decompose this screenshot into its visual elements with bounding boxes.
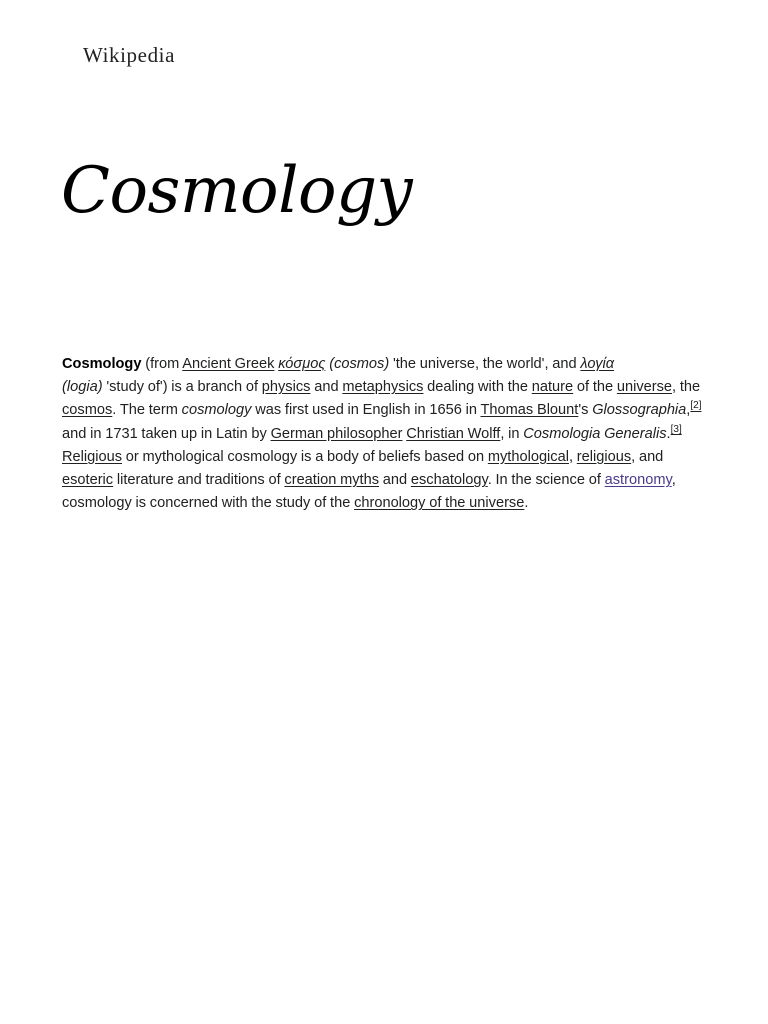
text: , <box>686 402 691 419</box>
text: or mythological cosmology is a body of beliefs based on <box>122 448 488 465</box>
link-thomas-blount[interactable]: Thomas Blount <box>480 402 579 419</box>
link-religious[interactable]: religious <box>576 448 632 465</box>
text: 's <box>578 402 593 419</box>
text: and in 1731 taken up in Latin by <box>62 425 271 442</box>
link-religious-cosmology[interactable]: Religious <box>62 448 123 465</box>
link-eschatology[interactable]: eschatology <box>410 472 488 489</box>
link-nature[interactable]: nature <box>531 379 574 396</box>
bold-term: Cosmology <box>62 356 142 372</box>
wikipedia-wordmark[interactable]: Wikipedia <box>83 43 176 67</box>
text: , cosmology is concerned with the study of the <box>62 472 676 512</box>
link-ancient-greek[interactable]: Ancient Greek <box>182 356 275 372</box>
text: of the <box>573 379 617 396</box>
link-physics[interactable]: physics <box>261 379 311 396</box>
text: dealing with the <box>423 379 532 396</box>
text: 'study of') is a branch of <box>102 379 262 396</box>
text: . In the science of <box>487 472 605 489</box>
lead-paragraph <box>62 353 710 515</box>
text: , <box>568 448 577 465</box>
logia-transliteration: (logia) <box>62 379 103 396</box>
glossographia-title: Glossographia <box>592 402 687 419</box>
link-christian-wolff[interactable]: Christian Wolff <box>406 425 501 442</box>
text: and <box>310 379 343 396</box>
link-universe[interactable]: universe <box>616 379 673 396</box>
link-metaphysics[interactable]: metaphysics <box>342 379 424 396</box>
link-chronology-of-the-universe[interactable]: chronology of the universe <box>354 495 525 512</box>
link-mythological[interactable]: mythological <box>487 448 569 465</box>
link-kosmos[interactable]: κόσμος <box>278 356 326 372</box>
cosmologia-generalis-title: Cosmologia Generalis <box>523 425 667 442</box>
page-title: Cosmology <box>61 154 413 228</box>
text: (from <box>141 356 183 372</box>
link-esoteric[interactable]: esoteric <box>62 472 114 489</box>
link-creation-myths[interactable]: creation myths <box>284 472 380 489</box>
cosmology-emphasis: cosmology <box>181 402 252 419</box>
text: , the <box>672 379 701 396</box>
reference-3[interactable]: [3] <box>670 423 682 435</box>
text: . The term <box>112 402 182 419</box>
link-cosmos[interactable]: cosmos <box>62 402 113 419</box>
text: . <box>666 425 671 442</box>
text: . <box>524 495 529 512</box>
reference-2[interactable]: [2] <box>690 400 702 412</box>
text: , and <box>631 448 664 465</box>
text: and <box>379 472 411 489</box>
link-german-philosopher[interactable]: German philosopher <box>270 425 403 442</box>
link-astronomy[interactable]: astronomy <box>604 472 672 489</box>
text: , in <box>500 425 524 442</box>
cosmos-transliteration: (cosmos) <box>329 356 390 372</box>
text: 'the universe, the world', and <box>389 356 581 372</box>
link-logia[interactable]: λογία <box>580 356 615 372</box>
text: was first used in English in 1656 in <box>251 402 481 419</box>
text: literature and traditions of <box>113 472 285 489</box>
